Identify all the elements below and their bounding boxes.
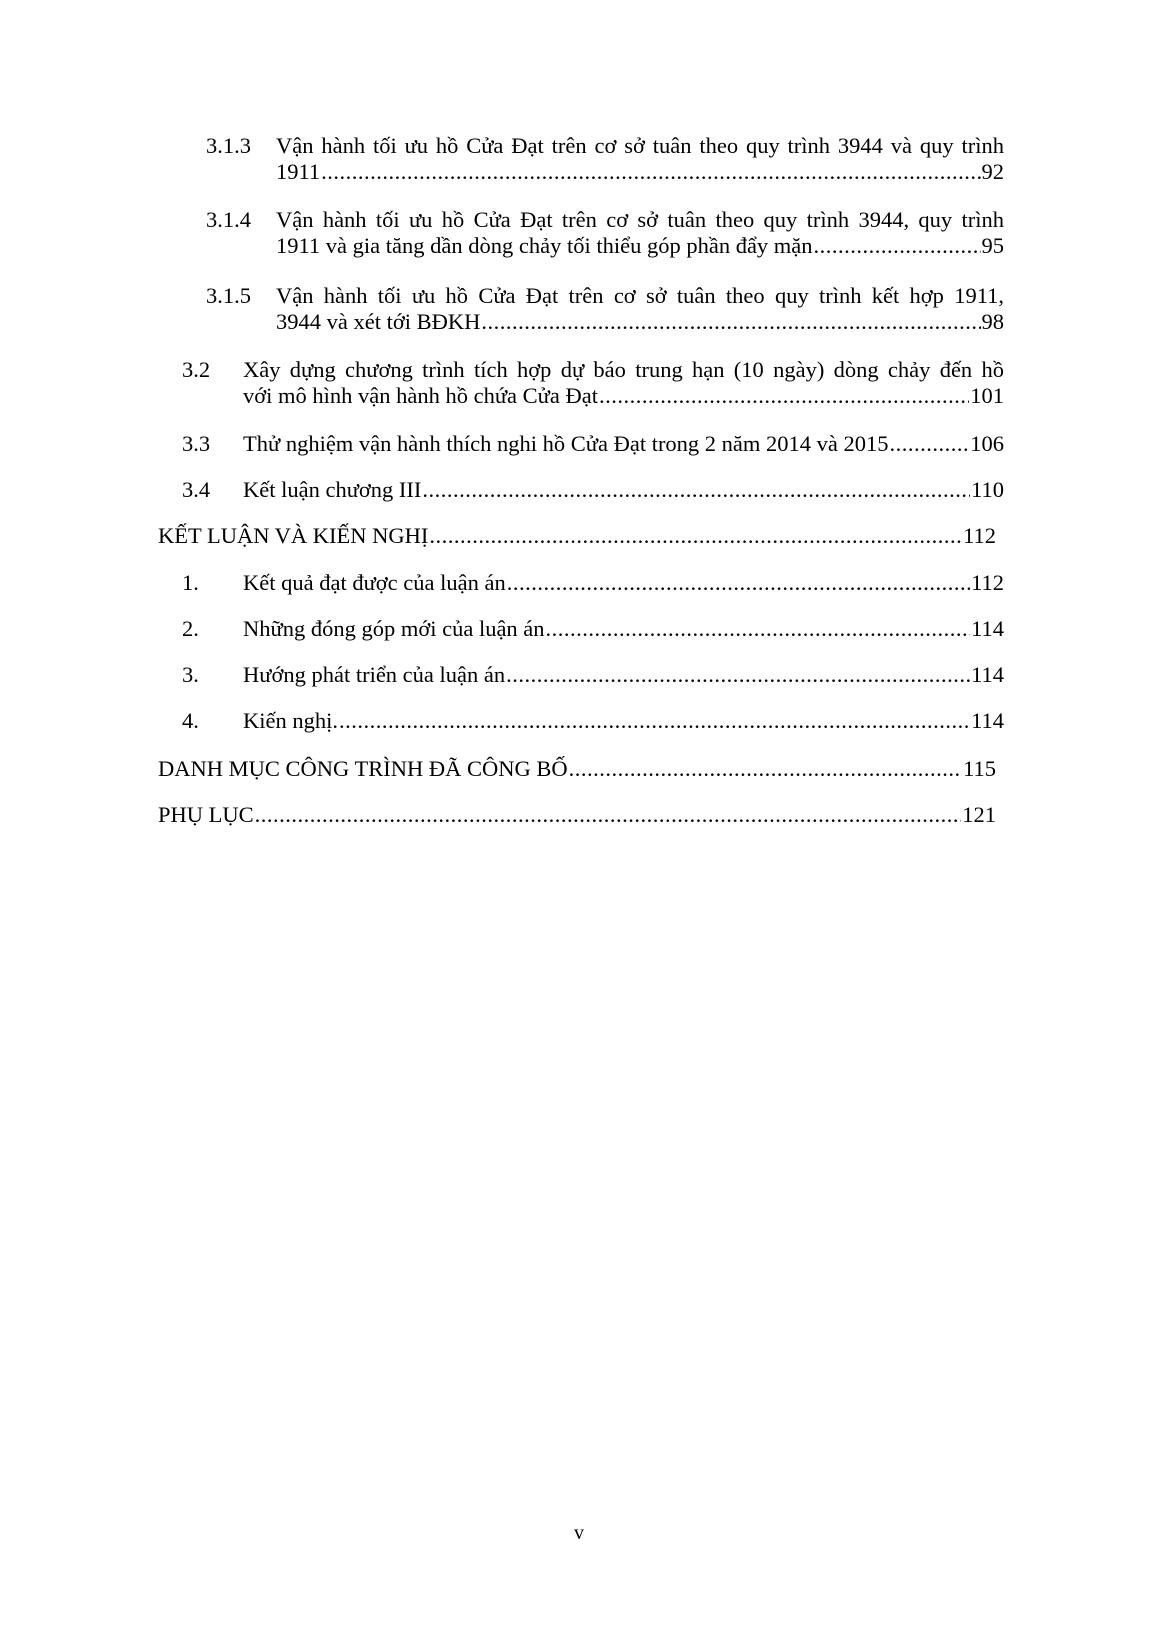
- toc-title: Vận hành tối ưu hồ Cửa Đạt trên cơ sở tuân theo quy trình 3944, quy trình: [276, 207, 1004, 232]
- toc-number: 3.4: [182, 477, 211, 502]
- toc-number: 2.: [182, 616, 199, 641]
- toc-page-number: 112: [963, 523, 996, 548]
- toc-title: Xây dựng chương trình tích hợp dự báo trung hạn (10 ngày) dòng chảy đến hồ: [243, 357, 1004, 382]
- toc-leader-dots: [481, 309, 980, 335]
- toc-title: Vận hành tối ưu hồ Cửa Đạt trên cơ sở tuân theo quy trình kết hợp 1911,: [276, 283, 1004, 308]
- toc-title-continued: 1911 và gia tăng dần dòng chảy tối thiểu góp phần đẩy mặn: [276, 233, 813, 258]
- toc-entry-3[interactable]: [182, 662, 1004, 688]
- toc-entry-3-1-3[interactable]: [206, 133, 1004, 185]
- toc-number: 3.1.5: [206, 283, 251, 308]
- toc-leader-dots: [321, 159, 980, 185]
- toc-number: 3.1.3: [206, 133, 251, 158]
- toc-page-number: 106: [970, 431, 1004, 456]
- toc-number: 3.1.4: [206, 207, 251, 232]
- toc-title: Vận hành tối ưu hồ Cửa Đạt trên cơ sở tuân theo quy trình 3944 và quy trình: [276, 133, 1004, 158]
- toc-leader-dots: [506, 662, 970, 688]
- toc-leader-dots: [507, 570, 970, 596]
- toc-number: 4.: [182, 708, 199, 733]
- toc-title-continued: 3944 và xét tới BĐKH: [276, 309, 481, 334]
- toc-entry-3-3[interactable]: [182, 431, 1004, 457]
- toc-title: Thử nghiệm vận hành thích nghi hồ Cửa Đạt trong 2 năm 2014 và 2015: [243, 431, 889, 456]
- toc-title: Những đóng góp mới của luận án: [243, 616, 545, 641]
- footer-page-number: v: [574, 1522, 584, 1544]
- toc-title: Kết quả đạt được của luận án: [243, 570, 506, 595]
- toc-title: Kiến nghị.: [243, 708, 338, 733]
- toc-leader-dots: [422, 477, 970, 503]
- toc-page-number: 121: [962, 802, 996, 827]
- toc-entry-3-4[interactable]: [182, 477, 1004, 503]
- toc-leader-dots: [814, 233, 981, 259]
- toc-entry-conclusion[interactable]: [158, 523, 996, 549]
- toc-page-number: 112: [971, 570, 1004, 595]
- toc-title: PHỤ LỤC: [158, 802, 254, 827]
- toc-entry-1[interactable]: [182, 570, 1004, 596]
- toc-leader-dots: [890, 431, 970, 457]
- toc-number: 3.3: [182, 431, 211, 456]
- toc-page-number: 114: [971, 662, 1004, 687]
- toc-title: Hướng phát triển của luận án: [243, 662, 506, 687]
- toc-leader-dots: [569, 756, 962, 782]
- toc-page-number: 92: [981, 159, 1004, 184]
- toc-title: Kết luận chương III: [243, 477, 422, 502]
- toc-leader-dots: [546, 616, 971, 642]
- toc-entry-3-1-4[interactable]: [206, 207, 1004, 259]
- toc-page-number: 101: [970, 383, 1004, 408]
- toc-page-number: 95: [981, 233, 1004, 258]
- toc-entry-3-2[interactable]: [182, 357, 1004, 409]
- toc-entry-3-1-5[interactable]: [206, 283, 1004, 335]
- toc-leader-dots: [255, 802, 962, 828]
- toc-leader-dots: [339, 708, 970, 734]
- toc-title-continued: với mô hình vận hành hồ chứa Cửa Đạt: [243, 383, 598, 408]
- toc-title-continued: 1911: [276, 159, 321, 184]
- toc-entry-2[interactable]: [182, 616, 1004, 642]
- toc-page-number: 114: [971, 708, 1004, 733]
- toc-entry-4[interactable]: [182, 708, 1004, 734]
- toc-entry-publications[interactable]: [158, 756, 996, 782]
- toc-title: DANH MỤC CÔNG TRÌNH ĐÃ CÔNG BỐ: [158, 756, 568, 781]
- toc-page-number: 114: [971, 616, 1004, 641]
- toc-leader-dots: [429, 523, 962, 549]
- toc-leader-dots: [599, 383, 969, 409]
- toc-number: 1.: [182, 570, 199, 595]
- toc-page-number: 110: [971, 477, 1004, 502]
- toc-entry-appendix[interactable]: [158, 802, 996, 828]
- toc-number: 3.: [182, 662, 199, 687]
- toc-number: 3.2: [182, 357, 211, 382]
- toc-page-number: 98: [981, 309, 1004, 334]
- toc-page-number: 115: [963, 756, 996, 781]
- toc-title: KẾT LUẬN VÀ KIẾN NGHỊ: [158, 523, 429, 548]
